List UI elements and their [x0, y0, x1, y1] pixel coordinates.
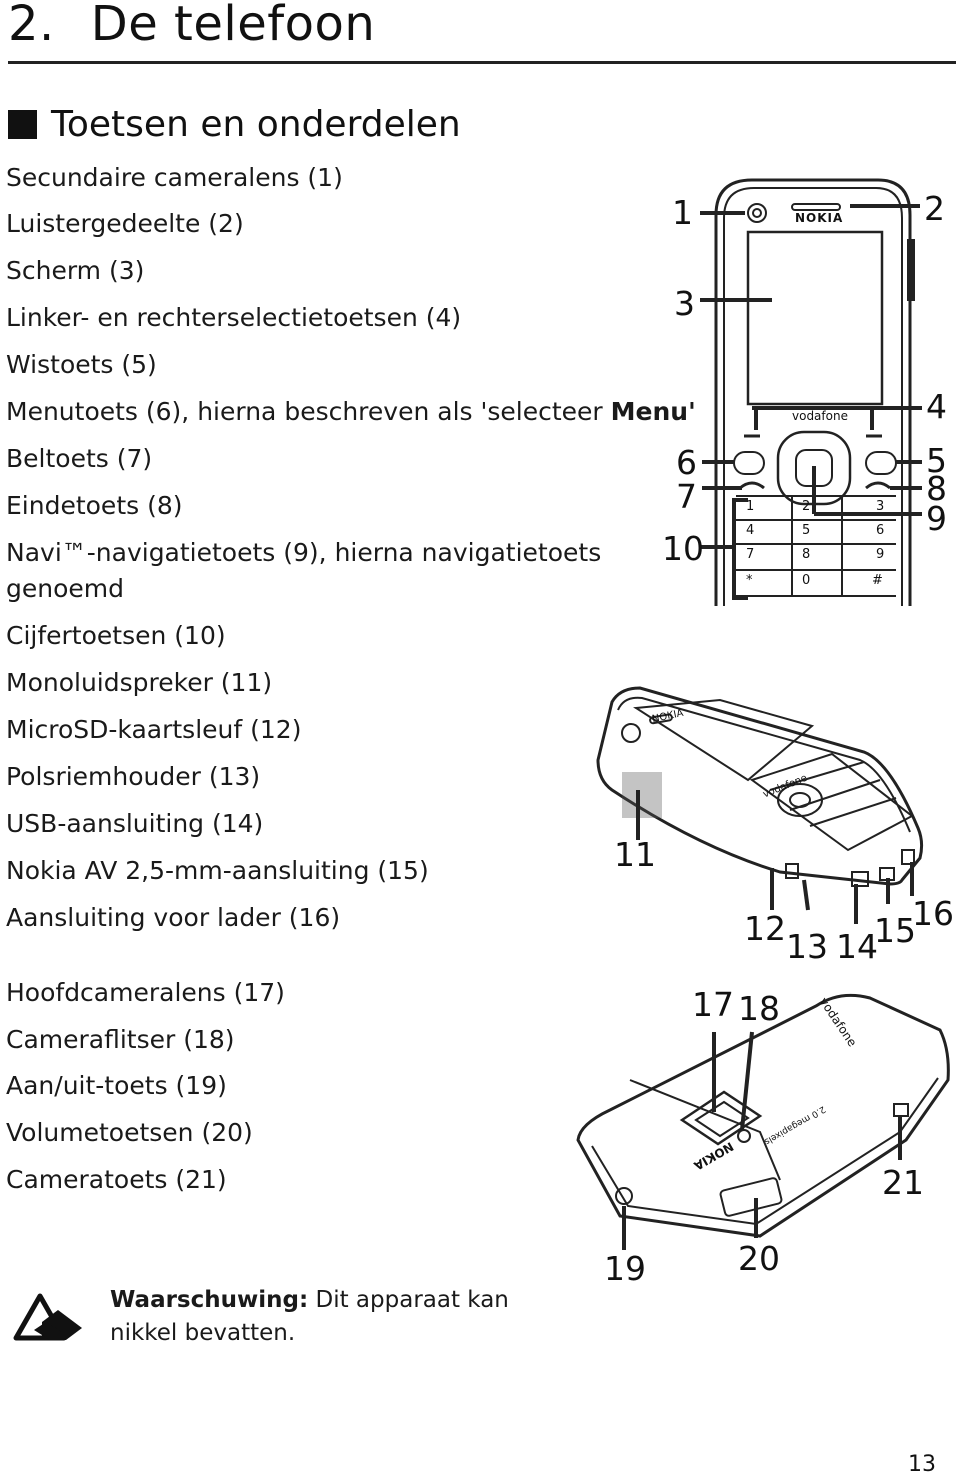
key-4: 4: [746, 523, 755, 538]
warning-icon: [12, 1292, 84, 1344]
part-item: Hoofdcameralens (17): [6, 978, 285, 1007]
phone-front-view: [700, 180, 922, 606]
callout-number: 12: [744, 909, 786, 948]
callout-number: 13: [786, 927, 828, 966]
callout-number: 3: [674, 284, 695, 323]
callout-number: 18: [738, 989, 780, 1028]
key-hash: #: [872, 573, 883, 588]
key-star: *: [746, 573, 753, 588]
part-item: Beltoets (7): [6, 444, 153, 473]
callout-number: 10: [662, 529, 704, 568]
part-item: Luistergedeelte (2): [6, 209, 244, 238]
key-9: 9: [876, 547, 885, 562]
key-5: 5: [802, 523, 811, 538]
camera-spec-text: 2.0 megapixels: [762, 1103, 827, 1147]
part-item: Cameraflitser (18): [6, 1025, 235, 1054]
callout-number: 6: [676, 443, 697, 482]
operator-logo-front: vodafone: [792, 409, 848, 423]
part-item: Linker- en rechterselectietoetsen (4): [6, 303, 462, 332]
section-heading: Toetsen en onderdelen: [8, 104, 461, 145]
chapter-title: 2. De telefoon: [8, 0, 376, 52]
callout-number: 4: [926, 387, 947, 426]
menu-keyword: Menu': [610, 397, 696, 426]
callout-number: 16: [912, 894, 954, 933]
callout-number: 21: [882, 1163, 924, 1202]
part-item: Polsriemhouder (13): [6, 762, 261, 791]
part-item: Menutoets (6), hierna beschreven als 'selecteer Menu': [6, 397, 696, 426]
part-item: Cameratoets (21): [6, 1165, 227, 1194]
part-item: Eindetoets (8): [6, 491, 183, 520]
part-item: Secundaire cameralens (1): [6, 163, 343, 192]
part-item: Monoluidspreker (11): [6, 668, 273, 697]
callout-number: 20: [738, 1239, 780, 1278]
key-7: 7: [746, 547, 755, 562]
callout-number: 5: [926, 441, 947, 480]
part-item: USB-aansluiting (14): [6, 809, 264, 838]
callout-number: 2: [924, 189, 945, 228]
part-item-continuation: genoemd: [6, 574, 124, 603]
page-number: 13: [908, 1452, 936, 1477]
phone-brand-back: NOKIA: [691, 1139, 736, 1173]
key-3: 3: [876, 499, 885, 514]
phone-back-view: [578, 995, 948, 1250]
part-item: Scherm (3): [6, 256, 145, 285]
operator-logo-back: vodafone: [816, 994, 860, 1050]
phone-brand-side: NOKIA: [651, 707, 685, 726]
phone-brand-front: NOKIA: [795, 211, 844, 225]
callout-number: 9: [926, 499, 947, 538]
callout-number: 14: [836, 927, 878, 966]
key-0: 0: [802, 573, 811, 588]
key-2: 2: [802, 499, 811, 514]
key-1: 1: [746, 499, 755, 514]
callout-number: 15: [874, 911, 916, 950]
part-item: Nokia AV 2,5-mm-aansluiting (15): [6, 856, 429, 885]
callout-number: 8: [926, 469, 947, 508]
part-item: Volumetoetsen (20): [6, 1118, 253, 1147]
callout-number: 11: [614, 835, 656, 874]
part-item: MicroSD-kaartsleuf (12): [6, 715, 302, 744]
key-6: 6: [876, 523, 885, 538]
part-item: Cijfertoetsen (10): [6, 621, 226, 650]
operator-logo-side: vodafone: [761, 772, 809, 801]
callout-number: 1: [672, 193, 693, 232]
callout-number: 19: [604, 1249, 646, 1288]
key-8: 8: [802, 547, 811, 562]
warning-text: Waarschuwing: Dit apparaat kan nikkel bevatten.: [110, 1287, 509, 1346]
phone-side-view: [598, 688, 922, 924]
part-item: Aan/uit-toets (19): [6, 1071, 227, 1100]
part-item: Aansluiting voor lader (16): [6, 903, 341, 932]
callout-number: 17: [692, 985, 734, 1024]
part-item: Navi™-navigatietoets (9), hierna navigatietoets: [6, 538, 602, 567]
callout-number: 7: [676, 477, 697, 516]
part-item: Wistoets (5): [6, 350, 157, 379]
